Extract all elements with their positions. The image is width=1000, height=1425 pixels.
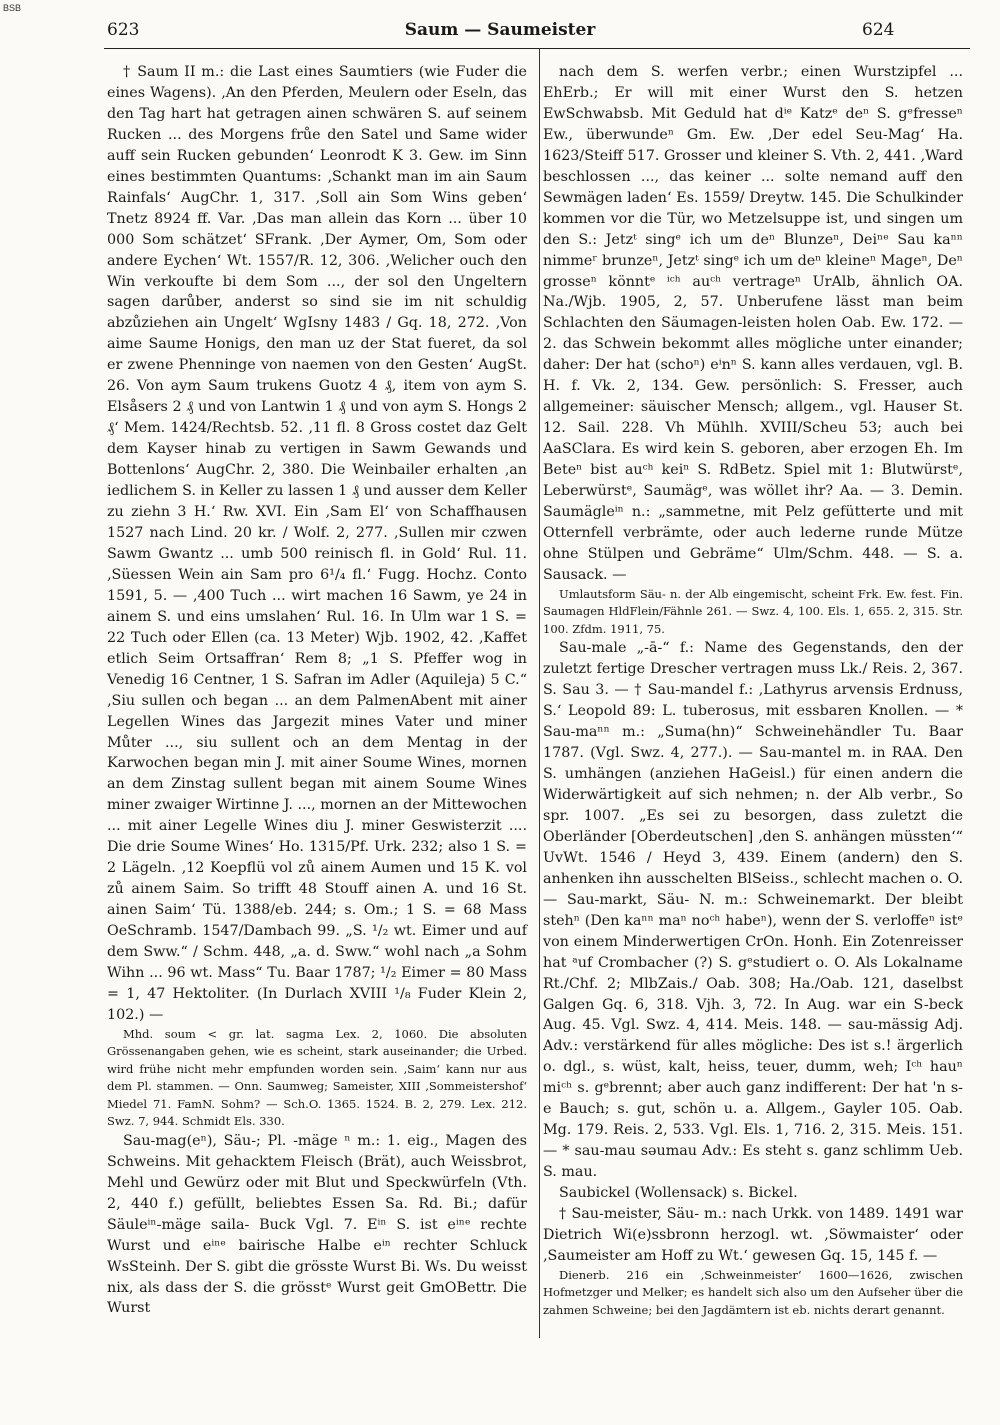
entry-saum: † Saum II m.: die Last eines Saumtiers (wie Fuder die eines Wagens). ‚An den Pferden, Meulern oder Eseln, das den Tag hart hat getragen ainen schwären S. auf seinem Rucken ... des Morgens frůe den Satel und Same wider auff sein Rucken gebunden‘ Leonrodt K 3. Gew. im Sinn eines bestimmten Quantums: ‚Schankt man im ain Saum Rainfals‘ AugChr. 1, 317. ‚Soll ain Som Wins geben‘ Tnetz 8924 ff. Var. ‚Das man allein das Korn ... über 10 000 Som schätzet‘ SFrank. ‚Der Aymer, Om, Som oder andere Eychen‘ Wt. 1557/R. 12, 306. ‚Welicher ouch den Win verkoufte bi dem Som ..., der sol den Ungeltern sagen darůber, anderst so sind sie im nit schuldig abzůziehen ain Ungelt‘ WgIsny 1483 / Gq. 18, 272. ‚Von aime Saume Honigs, den man uz der Stat fueret, da sol er zwene Phenninge von naemen von den Gesten‘ AugSt. 26. Von aym Saum trukens Guotz 4 ₰, item von aym S. Elsåsers 2 ₰ und von Lantwin 1 ₰ und von aym S. Hongs 2 ₰‘ Mem. 1424/Rechtsb. 52. ‚11 fl. 8 Gross costet daz Gelt dem Kayser hinab zu vertigen in Sawm Gewands und Bottenlons‘ AugChr. 2, 380. Die Weinbailer erhalten ‚an iedlichem S. in Keller zu lassen 1 ₰ und ausser dem Keller zu ziehn 3 H.‘ Rw. XVI. Ein ‚Sam El‘ von Schaffhausen 1527 nach Lind. 20 kr. / Wolf. 2, 277. ‚Sullen mir czwen Sawm Gwantz ... umb 500 reinisch fl. in Gold‘ Rul. 11. ‚Süessen Wein ain Sam pro 6¹/₄ fl.‘ Fugg. Hochz. Conto 1591, 5. — ‚400 Tuch ... wirt machen 16 Sawm, ye 24 in ainem S. und eins umslahen‘ Rul. 16. In Ulm war 1 S. = 22 Tuch oder Ellen (ca. 13 Meter) Wjb. 1902, 42. ‚Kaffet etlich Seim Ortsaffran‘ Rem 8; „1 S. Pfeffer wog in Venedig 16 Centner, 1 S. Safran im Adler (Aquileja) 5 C.“ ‚Siu sullen och began ... an dem PalmenAbent mit ainer Legellen Wines das Jargezit mines Vater und miner Můter ..., siu sullent och an dem Mentag in der Karwochen began min J. mit ainer Soume Wines, mornen an dem Zinstag sullent began mit ainem Soume Wines miner zwaiger Wirtinne J. ..., mornen an der Mittewochen ... mit ainer Legelle Wines diu J. miner Geswisterzit .... Die drie Soume Wines‘ Ho. 1315/Pf. Urk. 232; also 1 S. = 2 Lägeln. ‚12 Koepflü vol zů ainem Aumen und 15 K. vol zů ainem Saim. So trifft 48 Stouff ainen A. und 16 St. ainen Saim‘ Tü. 1388/eb. 244; s. Om.; 1 S. = 68 Mass OeSchramb. 1547/Dambach 99. „S. ¹/₂ wt. Eimer und auf dem Sww.“ / Schm. 448, „a. d. Sww.“ wohl nach „a Sohm Wihn ... 96 wt. Mass“ Tu. Baar 1787; ¹/₂ Eimer = 80 Mass = 1, 47 Hektoliter. (In Durlach XVIII ¹/₈ Fuder Klein 2, 102.) — bbox=[107, 64, 527, 1023]
entry-saubickel: Saubickel (Wollensack) s. Bickel. bbox=[559, 1185, 798, 1202]
entries-saumale-to-saumau: Sau-male „-ā-“ f.: Name des Gegenstands, den der zuletzt fertige Drescher vertragen muss Lk./ Reis. 2, 367. S. Sau 3. — † Sau-mandel f.: ‚Lathyrus arvensis Erdnuss, S.‘ Leopold 89: L. tuberosus, mit essbaren Knollen. — * Sau-maⁿⁿ m.: „Suma(hn)“ Schweinehändler Tu. Baar 1787. (Vgl. Swz. 4, 277.). — Sau-mantel m. in RAA. Den S. umhängen (anziehen HaGeisl.) für einen andern die Widerwärtigkeit auf sich nehmen; n. der Alb verbr., So spr. 1007. „Es sei zu besorgen, dass zuletzt die Oberländer [Oberdeutschen] ‚den S. anhängen müssten‘“ UvWt. 1546 / Heyd 3, 439. Einem (andern) den S. anhenken ihn ausschelten BlSeiss., schlecht machen o. O. — Sau-markt, Säu- N. m.: Schweinemarkt. Der bleibt stehⁿ (Den kaⁿⁿ maⁿ noᶜʰ habeⁿ), wenn der S. verloffeⁿ istᵉ von einem Minderwertigen CrOn. Honh. Ein Zotenreisser hat ᵃuf Crombacher (?) S. gᵉstudiert o. O. Als Lokalname Rt./Chf. 2; MlbZais./ Oab. 308; Ha./Oab. 121, daselbst Galgen Gq. 6, 318. Vjh. 3, 72. In Aug. war ein S-beck Aug. 45. Vgl. Swz. 4, 414. Meis. 148. — sau-mässig Adj. Adv.: verstärkend für alles mögliche: Des ist s.! ärgerlich o. dgl., s. wüst, kalt, heiss, teuer, dumm, weh; Iᶜʰ hauⁿ miᶜʰ s. gᵉbrennt; aber auch ganz indifferent: Der hat 'n s-e Bauch; s. gut, schön u. a. Allgem., Gayler 105. Oab. Mg. 179. Reis. 2, 533. Vgl. Els. 1, 716. 2, 315. Meis. 151. — * sau-mau səumau Adv.: Es steht s. ganz schlimm Ueb. S. mau. bbox=[543, 640, 963, 1181]
etymology-note: Mhd. soum < gr. lat. sagma Lex. 2, 1060. Die absoluten Grössenangaben gehen, wie es scheint, stark auseinander; die Urbed. wird frühe nicht mehr empfunden worden sein. ‚Saim‘ kann nur aus dem Pl. stammen. — Onn. Saumweg; Sameister, XIII ‚Sommeistershof‘ Miedel 71. FamN. Sohm? — Sch.O. 1365. 1524. B. 2, 279. Lex. 212. Swz. 7, 944. Schmidt Els. 330. bbox=[107, 1026, 527, 1129]
saumagen-note: Umlautsform Säu- n. der Alb eingemischt, scheint Frk. Ew. fest. Fin. Saumagen HldFlein/Fähnle 261. — Swz. 4, 100. Els. 1, 655. 2, 315. Str. 100. Zfdm. 1911, 75. bbox=[543, 586, 963, 636]
left-column bbox=[107, 62, 527, 1319]
column-divider bbox=[539, 48, 540, 1338]
saumeister-note: Dienerb. 216 ein ‚Schweinmeister‘ 1600—1626, zwischen Hofmetzger und Melker; es handelt sich also um den Aufseher über die zahmen Schweine; bei den Jagdämtern ist eb. nichts derart genannt. bbox=[543, 1267, 963, 1317]
page-number-left: 623 bbox=[107, 20, 140, 40]
entry-saumeister: † Sau-meister, Säu- m.: nach Urkk. von 1489. 1491 war Dietrich Wi(e)ssbronn herzogl. wt. ‚Söwmaister‘ oder ‚Saumeister am Hoff zu Wt.‘ gewesen Gq. 15, 145 f. — bbox=[543, 1206, 963, 1264]
page-title: Saum — Saumeister bbox=[404, 20, 596, 40]
page-number-right: 624 bbox=[862, 20, 895, 40]
entry-saumagen-continued: nach dem S. werfen verbr.; einen Wurstzipfel ... EhErb.; Er will mit einer Wurst den S. hetzen EwSchwabsb. Mit Geduld hat dⁱᵉ Katzᵉ deⁿ S. gᵉfresseⁿ Ew., überwundeⁿ Gm. Ew. ‚Der edel Seu-Mag‘ Ha. 1623/Steiff 517. Grosser und kleiner S. Vth. 2, 441. ‚Ward beschlossen ..., das keiner ... solte nemand auff den Sewmägen laden‘ Es. 1559/ Dreytw. 145. Die Schulkinder kommen vor die Tür, wo Metzelsuppe ist, und singen um den S.: Jetzᵗ singᵉ ich um deⁿ Blunzeⁿ, Deiⁿᵉ Sau kaⁿⁿ nimmeʳ brunzeⁿ, Jetzᵗ singᵉ ich um deⁿ kleineⁿ Mageⁿ, Deⁿ grosseⁿ könntᵉ ⁱᶜʰ auᶜʰ vertrageⁿ UrAlb, ähnlich OA. Na./Wjb. 1905, 2, 57. Unberufene lässt man beim Schlachten den Säumagen-leisten holen Oab. Ew. 172. — 2. das Schwein bekommt alles mögliche unter einander; daher: Der hat (schoⁿ) eⁱnⁿ S. kann alles verdauen, vgl. B. H. f. Vk. 2, 134. Gew. persönlich: S. Fresser, auch allgemeiner: säuischer Mensch; allgem., vgl. Hauser St. 12. Sail. 228. Vh Mühlh. XVIII/Scheu 53; auch bei AaSClara. Es wird kein S. geboren, aber erzogen Eh. Im Beteⁿ bist auᶜʰ keiⁿ S. RdBetz. Spiel mit 1: Blutwürstᵉ, Leberwürstᵉ, Saumägᵉ, was wöllet ihr? Aa. — 3. Demin. Saumägleⁱⁿ n.: „sammetne, mit Pelz gefütterte und mit Otternfell verbrämte, oder auch lederne runde Mütze ohne Stülpen und Gebräme“ Ulm/Schm. 448. — S. a. Sausack. — bbox=[543, 64, 963, 583]
entry-saumagen: Sau-mag(eⁿ), Säu-; Pl. -mäge ⁿ m.: 1. eig., Magen des Schweins. Mit gehacktem Fleisch (Brät), auch Weissbrot, Mehl und Gewürz oder mit Blut und Speckwürfeln (Vth. 2, 440 f.) gefüllt, beliebtes Essen Sa. Rd. Bi.; dafür Säuleⁱⁿ-mäge saila- Buck Vgl. 7. Eⁱⁿ S. ist eⁱⁿᵉ rechte Wurst und eⁱⁿᵉ bairische Halbe eⁱⁿ rechter Schluck WsSteinh. Der S. gibt die grösste Wurst Bi. Ws. Du weisst nix, als dass der S. die grösstᵉ Wurst geit GmOBettr. Die Wurst bbox=[107, 1132, 527, 1317]
header-rule bbox=[104, 48, 970, 49]
library-stamp: BSB bbox=[3, 3, 22, 13]
right-column bbox=[543, 62, 963, 1319]
